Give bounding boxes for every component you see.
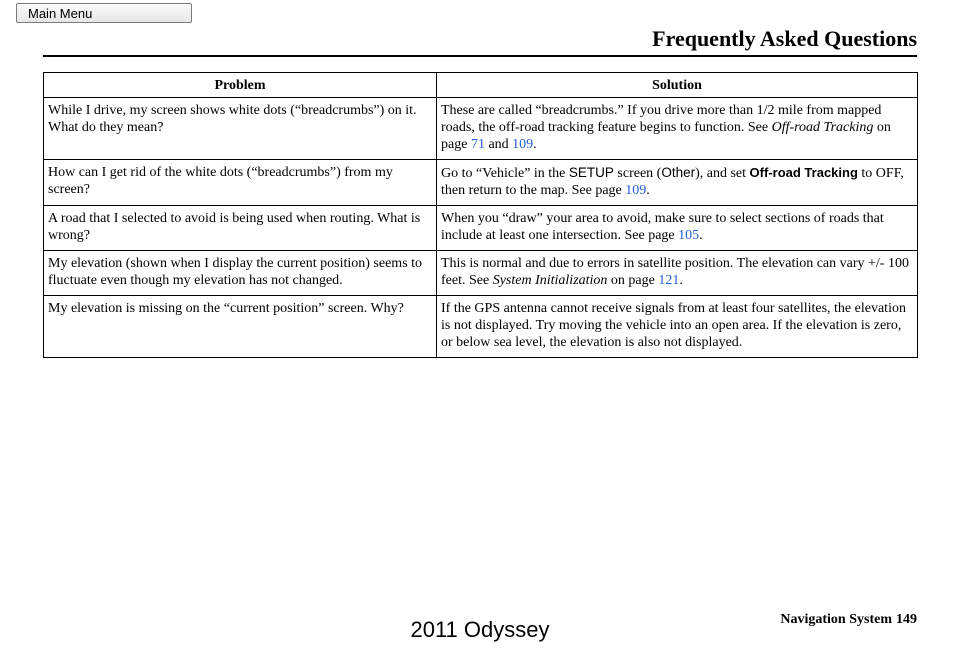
footer-page-number: 149 [896, 612, 917, 627]
problem-cell: My elevation is missing on the “current position” screen. Why? [44, 296, 437, 358]
screen-label: Other [661, 165, 696, 180]
solution-text: to OFF, then return to the map. See page [441, 166, 904, 198]
solution-text: Go to “Vehicle” in the [441, 166, 569, 181]
watermark: 2011 Odyssey [410, 617, 550, 642]
title-divider [43, 55, 917, 57]
solution-text: screen ( [613, 166, 662, 181]
screen-label: SETUP [568, 165, 614, 180]
cross-reference-title: System Initialization [492, 273, 608, 288]
table-row [44, 160, 918, 206]
faq-table-body [44, 98, 918, 358]
solution-cell [437, 98, 918, 160]
header-problem: Problem [44, 73, 437, 98]
solution-cell [437, 206, 918, 251]
faq-table [43, 72, 918, 358]
table-header-row [44, 73, 918, 98]
page-link[interactable]: 109 [625, 183, 647, 198]
solution-cell [437, 160, 918, 206]
solution-text: ), and set [695, 166, 750, 181]
page-link[interactable]: 109 [512, 137, 534, 152]
solution-cell [437, 251, 918, 296]
solution-text: When you “draw” your area to avoid, make sure to select sections of roads that include at least one intersection. See page [441, 211, 884, 243]
solution-text: These are called “breadcrumbs.” If you drive more than 1/2 mile from mapped roads, the off-road tracking feature begins to function. See [441, 103, 882, 135]
page-link[interactable]: 121 [658, 273, 680, 288]
solution-text: . [533, 137, 537, 152]
solution-text: on page [441, 120, 891, 152]
table-row [44, 206, 918, 251]
page-title: Frequently Asked Questions [652, 26, 917, 51]
solution-text: and [484, 137, 513, 152]
page-link[interactable]: 71 [470, 137, 485, 152]
table-row [44, 98, 918, 160]
solution-text: on page [607, 273, 659, 288]
table-row [44, 251, 918, 296]
solution-text: If the GPS antenna cannot receive signals from at least four satellites, the elevation is not displayed. Try moving the vehicle into an open area. If the elevation is zero, or below sea level, the elevation is also not displayed. [441, 301, 906, 350]
header-solution: Solution [437, 73, 918, 98]
main-menu-button[interactable]: Main Menu [16, 3, 192, 23]
solution-text: . [646, 183, 650, 198]
setting-name: Off-road Tracking [749, 165, 858, 180]
problem-cell: How can I get rid of the white dots (“breadcrumbs”) from my screen? [44, 160, 437, 206]
footer-section-name: Navigation System [780, 612, 892, 627]
problem-cell: While I drive, my screen shows white dots (“breadcrumbs”) on it. What do they mean? [44, 98, 437, 160]
solution-text: . [699, 228, 703, 243]
solution-text: . [679, 273, 683, 288]
page-link[interactable]: 105 [678, 228, 700, 243]
table-row [44, 296, 918, 358]
solution-text: This is normal and due to errors in satellite position. The elevation can vary +/- 100 feet. See [441, 256, 909, 288]
solution-cell [437, 296, 918, 358]
cross-reference-title: Off-road Tracking [771, 120, 874, 135]
problem-cell: My elevation (shown when I display the current position) seems to fluctuate even though my elevation has not changed. [44, 251, 437, 296]
problem-cell: A road that I selected to avoid is being used when routing. What is wrong? [44, 206, 437, 251]
